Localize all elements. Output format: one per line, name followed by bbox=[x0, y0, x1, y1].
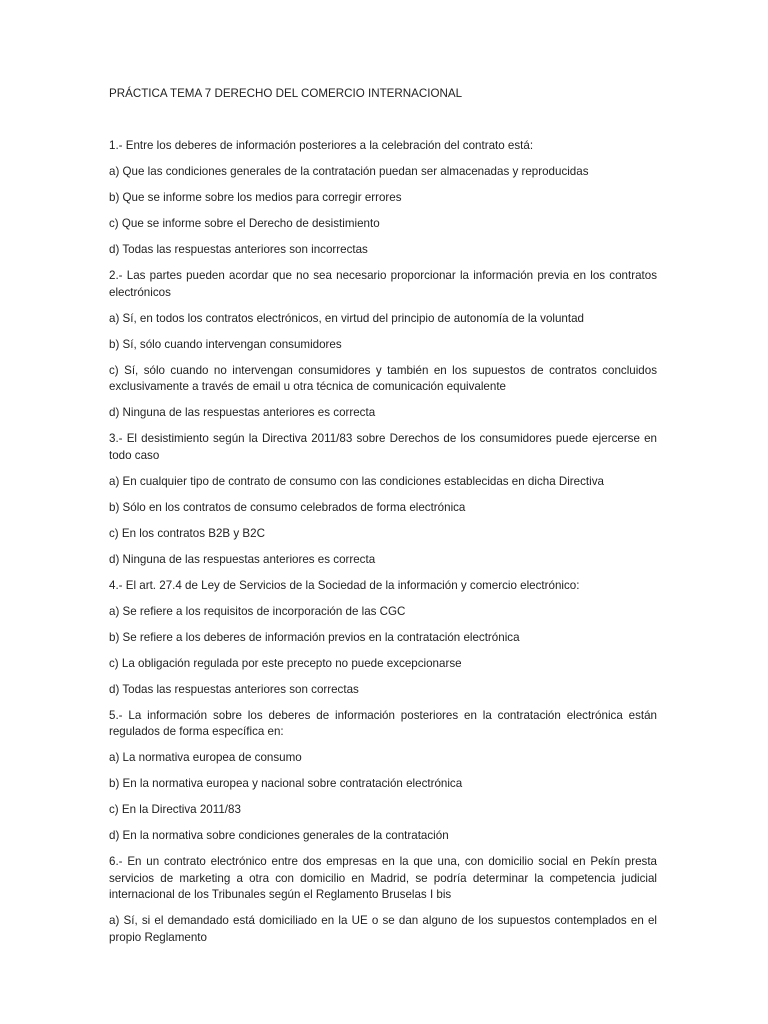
question-list bbox=[109, 138, 657, 946]
answer-option: a) En cualquier tipo de contrato de consumo con las condiciones establecidas en dicha Directiva bbox=[109, 474, 604, 488]
answer-option: a) Que las condiciones generales de la contratación puedan ser almacenadas y reproducidas bbox=[109, 165, 589, 178]
answer-option: c) Que se informe sobre el Derecho de desistimiento bbox=[109, 217, 380, 230]
answer-option: b) En la normativa europea y nacional sobre contratación electrónica bbox=[109, 777, 463, 790]
answer-option: b) Que se informe sobre los medios para corregir errores bbox=[109, 191, 402, 204]
answer-option: d) En la normativa sobre condiciones generales de la contratación bbox=[109, 829, 449, 842]
answer-option: a) Sí, en todos los contratos electrónicos, en virtud del principio de autonomía de la voluntad bbox=[109, 311, 584, 325]
question-4: 4.- El art. 27.4 de Ley de Servicios de la Sociedad de la información y comercio electrónico: bbox=[109, 578, 580, 592]
question-6: 6.- En un contrato electrónico entre dos empresas en la que una, con domicilio social en Pekín presta servicios de marketing a otra con domicilio en Madrid, se podría determinar la competencia judicial internacional de los Tribunales según el Reglamento Bruselas I bis bbox=[109, 855, 657, 901]
question-1: 1.- Entre los deberes de información posteriores a la celebración del contrato está: bbox=[109, 139, 534, 152]
answer-option: d) Ninguna de las respuestas anteriores es correcta bbox=[109, 406, 376, 419]
answer-option: b) Se refiere a los deberes de información previos en la contratación electrónica bbox=[109, 630, 520, 644]
answer-option: a) La normativa europea de consumo bbox=[109, 751, 302, 764]
answer-option: c) Sí, sólo cuando no intervengan consumidores y también en los supuestos de contratos concluidos exclusivamente a través de email u otra técnica de comunicación equivalente bbox=[109, 363, 657, 393]
answer-option: d) Todas las respuestas anteriores son incorrectas bbox=[109, 243, 368, 256]
answer-option: a) Sí, si el demandado está domiciliado en la UE o se dan alguno de los supuestos contemplados en el propio Reglamento bbox=[109, 914, 657, 944]
document-title: PRÁCTICA TEMA 7 DERECHO DEL COMERCIO INTERNACIONAL bbox=[109, 87, 463, 100]
answer-option: a) Se refiere a los requisitos de incorporación de las CGC bbox=[109, 604, 406, 618]
answer-option: c) En los contratos B2B y B2C bbox=[109, 526, 265, 540]
question-5: 5.- La información sobre los deberes de información posteriores en la contratación electrónica están regulados de forma específica en: bbox=[109, 708, 657, 738]
answer-option: d) Todas las respuestas anteriores son correctas bbox=[109, 682, 359, 696]
answer-option: c) En la Directiva 2011/83 bbox=[109, 803, 241, 816]
document-body bbox=[109, 86, 657, 956]
answer-option: b) Sí, sólo cuando intervengan consumidores bbox=[109, 337, 342, 351]
answer-option: c) La obligación regulada por este precepto no puede excepcionarse bbox=[109, 656, 462, 670]
answer-option: b) Sólo en los contratos de consumo celebrados de forma electrónica bbox=[109, 500, 466, 514]
question-3: 3.- El desistimiento según la Directiva 2011/83 sobre Derechos de los consumidores puede ejercerse en todo caso bbox=[109, 432, 657, 462]
question-2: 2.- Las partes pueden acordar que no sea necesario proporcionar la información previa en los contratos electrónicos bbox=[109, 269, 657, 299]
answer-option: d) Ninguna de las respuestas anteriores es correcta bbox=[109, 552, 376, 566]
